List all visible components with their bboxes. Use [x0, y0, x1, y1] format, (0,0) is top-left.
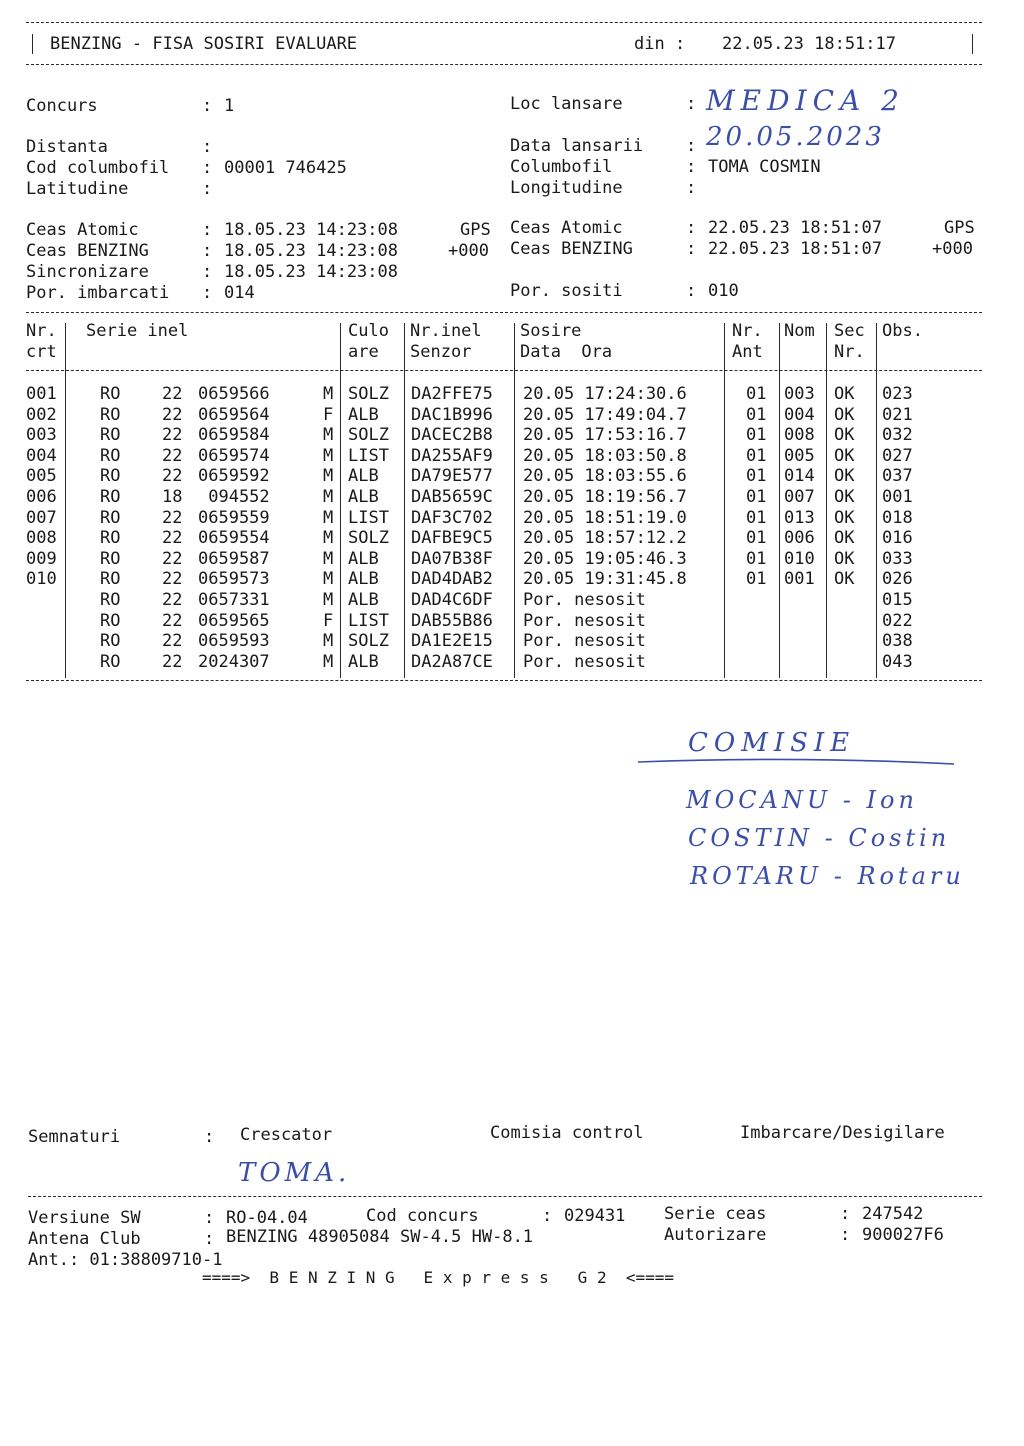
longitudine-label: Longitudine [510, 178, 623, 198]
table-cell-sex: M [323, 631, 334, 652]
table-cell-row-number: 009 [26, 548, 57, 569]
table-header-cell: Obs. [882, 321, 923, 341]
table-cell-ring-country: RO [100, 590, 121, 610]
table-cell-sec-status: OK [834, 466, 855, 487]
table-cell-ring-country: RO [100, 445, 121, 466]
ceas-atomic-start-label: Ceas Atomic [26, 220, 139, 240]
table-cell-sec-status: OK [834, 404, 855, 425]
table-cell-sensor-id: DAB5659C [411, 487, 493, 507]
table-header-cell: Sosire [520, 321, 582, 341]
table-cell-sensor-id: DA255AF9 [411, 445, 493, 466]
table-cell-ring-number: 094552 [198, 487, 270, 507]
por-imbarcati-value: 014 [224, 283, 255, 303]
table-cell-sex: M [323, 590, 334, 610]
table-cell-arrival-time: Por. nesosit [523, 631, 646, 652]
table-cell-row-number: 010 [26, 569, 57, 590]
autorizare-label: Autorizare [664, 1225, 767, 1245]
table-cell-arrival-time: Por. nesosit [523, 651, 646, 672]
table-cell-obs: 021 [882, 404, 913, 425]
table-cell-obs: 038 [882, 631, 913, 652]
table-cell-obs: 001 [882, 487, 913, 507]
ceas-benzing-end-value: 22.05.23 18:51:07 [708, 239, 882, 259]
table-cell-ring-year: 22 [162, 384, 183, 404]
print-datetime: 22.05.23 18:51:17 [722, 34, 896, 54]
crescator-signature: TOMA. [238, 1158, 351, 1188]
table-cell-sex: M [323, 425, 334, 446]
table-header-cell: Serie inel [86, 321, 189, 341]
table-cell-obs: 033 [882, 548, 913, 569]
columbofil-value: TOMA COSMIN [708, 157, 821, 177]
table-cell-ring-number: 0659573 [198, 569, 270, 590]
table-cell-color: SOLZ [348, 528, 389, 549]
table-cell-sex: M [323, 384, 334, 404]
colon: : [542, 1206, 553, 1226]
din-label: din : [634, 34, 686, 54]
table-header-cell: Nr. [26, 321, 57, 341]
table-cell-ring-number: 0659587 [198, 548, 270, 569]
cod-columbofil-value: 00001 746425 [224, 158, 347, 178]
comisie-member-3-handwritten: ROTARU - Rotaru [690, 862, 965, 890]
versiune-sw-label: Versiune SW [28, 1208, 141, 1228]
table-cell-row-number: 002 [26, 404, 57, 425]
antena-club-value: BENZING 48905084 SW-4.5 HW-8.1 [226, 1227, 534, 1247]
colon: : [202, 283, 213, 303]
table-cell-arrival-time: 20.05 18:19:56.7 [523, 487, 687, 507]
concurs-label: Concurs [26, 96, 98, 116]
brand-line: ====> B E N Z I N G E x p r e s s G 2 <==== [202, 1268, 675, 1287]
header-bottom-rule [26, 64, 982, 65]
table-header-cell: Nr. [732, 321, 763, 341]
table-cell-sensor-id: DAFBE9C5 [411, 528, 493, 549]
table-header-cell: are [348, 341, 379, 362]
por-imbarcati-label: Por. imbarcati [26, 283, 170, 303]
table-column-divider [514, 323, 515, 678]
colon: : [686, 218, 697, 238]
table-cell-obs: 027 [882, 445, 913, 466]
table-header-rule [26, 370, 982, 371]
table-header-cell: Culo [348, 321, 389, 341]
colon: : [686, 94, 697, 114]
table-cell-arrival-time: 20.05 18:03:55.6 [523, 466, 687, 487]
table-column-divider [65, 323, 66, 678]
table-cell-color: LIST [348, 610, 389, 631]
table-cell-color: LIST [348, 507, 389, 528]
data-lansarii-label: Data lansarii [510, 136, 644, 156]
data-lansarii-handwritten: 20.05.2023 [706, 122, 885, 152]
table-cell-obs: 043 [882, 651, 913, 672]
colon: : [204, 1229, 215, 1249]
table-cell-sensor-id: DAD4DAB2 [411, 569, 493, 590]
table-cell-ring-year: 18 [162, 487, 183, 507]
table-cell-sensor-id: DACEC2B8 [411, 425, 493, 446]
footer-rule [28, 1196, 982, 1197]
table-cell-obs: 026 [882, 569, 913, 590]
table-cell-ring-country: RO [100, 548, 121, 569]
serie-ceas-label: Serie ceas [664, 1204, 767, 1224]
table-column-divider [404, 323, 405, 678]
ceas-benzing-end-suffix: +000 [932, 239, 973, 259]
colon: : [202, 220, 213, 240]
autorizare-value: 900027F6 [862, 1225, 944, 1245]
ceas-atomic-end-value: 22.05.23 18:51:07 [708, 218, 882, 238]
table-cell-nom: 004 [784, 404, 815, 425]
table-cell-sensor-id: DA1E2E15 [411, 631, 493, 652]
ceas-atomic-end-label: Ceas Atomic [510, 218, 623, 238]
table-cell-arrival-time: 20.05 17:53:16.7 [523, 425, 687, 446]
latitudine-label: Latitudine [26, 179, 129, 199]
table-cell-color: ALB [348, 569, 379, 590]
table-cell-sex: M [323, 466, 334, 487]
sincronizare-label: Sincronizare [26, 262, 149, 282]
table-cell-row-number: 005 [26, 466, 57, 487]
table-cell-sensor-id: DAB55B86 [411, 610, 493, 631]
colon: : [204, 1208, 215, 1228]
header-left-border [32, 34, 33, 54]
table-cell-nom: 014 [784, 466, 815, 487]
table-cell-ring-country: RO [100, 651, 121, 672]
table-cell-ring-number: 0659574 [198, 445, 270, 466]
table-cell-nom: 005 [784, 445, 815, 466]
table-cell-ring-number: 0659565 [198, 610, 270, 631]
table-cell-row-number: 004 [26, 445, 57, 466]
ceas-benzing-start-suffix: +000 [448, 241, 489, 261]
distanta-label: Distanta [26, 137, 108, 157]
table-cell-color: ALB [348, 404, 379, 425]
colon: : [686, 157, 697, 177]
colon: : [202, 96, 213, 116]
antena-club-label: Antena Club [28, 1229, 141, 1249]
table-cell-row-number: 007 [26, 507, 57, 528]
cod-concurs-label: Cod concurs [366, 1206, 479, 1226]
ceas-benzing-start-label: Ceas BENZING [26, 241, 149, 261]
table-cell-nom: 008 [784, 425, 815, 446]
table-cell-ring-country: RO [100, 425, 121, 446]
table-cell-ring-year: 22 [162, 590, 183, 610]
table-cell-antenna: 01 [746, 569, 767, 590]
table-cell-arrival-time: 20.05 19:05:46.3 [523, 548, 687, 569]
table-cell-color: ALB [348, 590, 379, 610]
table-cell-nom: 006 [784, 528, 815, 549]
table-cell-arrival-time: 20.05 18:51:19.0 [523, 507, 687, 528]
table-cell-arrival-time: 20.05 17:24:30.6 [523, 384, 687, 404]
table-cell-sex: M [323, 528, 334, 549]
table-cell-antenna: 01 [746, 466, 767, 487]
table-cell-color: LIST [348, 445, 389, 466]
colon: : [202, 241, 213, 261]
table-cell-color: ALB [348, 487, 379, 507]
cod-columbofil-label: Cod columbofil [26, 158, 170, 178]
table-cell-sex: M [323, 445, 334, 466]
table-cell-ring-number: 0659559 [198, 507, 270, 528]
table-cell-ring-year: 22 [162, 528, 183, 549]
table-cell-sensor-id: DA79E577 [411, 466, 493, 487]
table-cell-obs: 016 [882, 528, 913, 549]
table-cell-arrival-time: 20.05 17:49:04.7 [523, 404, 687, 425]
table-cell-ring-country: RO [100, 569, 121, 590]
por-sositi-label: Por. sositi [510, 281, 623, 301]
table-cell-sensor-id: DA2A87CE [411, 651, 493, 672]
table-cell-ring-number: 0659564 [198, 404, 270, 425]
table-cell-antenna: 01 [746, 487, 767, 507]
table-column-divider [779, 323, 780, 678]
table-cell-color: ALB [348, 651, 379, 672]
table-cell-sec-status: OK [834, 425, 855, 446]
table-header-cell: Nr. [834, 341, 865, 362]
table-top-rule [26, 312, 982, 313]
columbofil-label: Columbofil [510, 157, 613, 177]
table-cell-arrival-time: 20.05 19:31:45.8 [523, 569, 687, 590]
table-cell-color: ALB [348, 466, 379, 487]
table-header-cell: Nom [784, 321, 815, 341]
table-cell-ring-year: 22 [162, 610, 183, 631]
table-column-divider [876, 323, 877, 678]
colon: : [202, 137, 213, 157]
sincronizare-value: 18.05.23 14:23:08 [224, 262, 398, 282]
colon: : [686, 136, 697, 156]
table-cell-ring-number: 0659593 [198, 631, 270, 652]
table-cell-sex: M [323, 548, 334, 569]
table-cell-sex: F [323, 404, 334, 425]
table-column-divider [724, 323, 725, 678]
table-cell-nom: 013 [784, 507, 815, 528]
comisie-member-2-handwritten: COSTIN - Costin [688, 824, 951, 852]
table-cell-sensor-id: DA07B38F [411, 548, 493, 569]
table-cell-antenna: 01 [746, 507, 767, 528]
table-header-cell: Senzor [410, 341, 472, 362]
semnaturi-label: Semnaturi [28, 1127, 121, 1147]
table-cell-sec-status: OK [834, 445, 855, 466]
ceas-benzing-start-value: 18.05.23 14:23:08 [224, 241, 398, 261]
table-header-cell: Nr.inel [410, 321, 482, 341]
crescator-label: Crescator [240, 1125, 333, 1145]
table-cell-row-number: 006 [26, 487, 57, 507]
table-cell-ring-year: 22 [162, 548, 183, 569]
table-cell-ring-number: 0659592 [198, 466, 270, 487]
versiune-sw-value: RO-04.04 [226, 1208, 308, 1228]
ant-line: Ant.: 01:38809710-1 [28, 1250, 223, 1270]
table-cell-nom: 001 [784, 569, 815, 590]
table-cell-ring-country: RO [100, 528, 121, 549]
table-cell-antenna: 01 [746, 445, 767, 466]
table-cell-obs: 022 [882, 610, 913, 631]
ceas-atomic-start-suffix: GPS [460, 220, 491, 240]
table-cell-obs: 023 [882, 384, 913, 404]
table-cell-ring-number: 0659584 [198, 425, 270, 446]
table-cell-arrival-time: 20.05 18:57:12.2 [523, 528, 687, 549]
concurs-value: 1 [224, 96, 235, 116]
loc-lansare-handwritten: MEDICA 2 [706, 84, 905, 117]
comisie-member-1-handwritten: MOCANU - Ion [686, 786, 918, 814]
table-bottom-rule [26, 680, 982, 681]
table-cell-ring-number: 2024307 [198, 651, 270, 672]
table-cell-sec-status: OK [834, 384, 855, 404]
ceas-atomic-end-suffix: GPS [944, 218, 975, 238]
table-cell-color: SOLZ [348, 631, 389, 652]
header-right-border [972, 34, 973, 54]
table-cell-ring-country: RO [100, 466, 121, 487]
table-cell-color: ALB [348, 548, 379, 569]
table-cell-nom: 010 [784, 548, 815, 569]
table-cell-ring-year: 22 [162, 651, 183, 672]
table-cell-antenna: 01 [746, 384, 767, 404]
table-cell-sex: M [323, 651, 334, 672]
colon: : [686, 281, 697, 301]
table-cell-sensor-id: DAD4C6DF [411, 590, 493, 610]
table-cell-sensor-id: DA2FFE75 [411, 384, 493, 404]
table-cell-row-number: 008 [26, 528, 57, 549]
table-header-cell: crt [26, 341, 57, 362]
ceas-atomic-start-value: 18.05.23 14:23:08 [224, 220, 398, 240]
table-cell-row-number: 001 [26, 384, 57, 404]
table-cell-sex: M [323, 569, 334, 590]
table-cell-obs: 032 [882, 425, 913, 446]
table-cell-obs: 018 [882, 507, 913, 528]
table-cell-obs: 037 [882, 466, 913, 487]
table-cell-color: SOLZ [348, 384, 389, 404]
document-title: BENZING - FISA SOSIRI EVALUARE [50, 34, 358, 54]
table-cell-ring-year: 22 [162, 631, 183, 652]
table-cell-ring-number: 0659566 [198, 384, 270, 404]
table-cell-obs: 015 [882, 590, 913, 610]
table-cell-ring-year: 22 [162, 507, 183, 528]
table-cell-sensor-id: DAC1B996 [411, 404, 493, 425]
table-cell-nom: 007 [784, 487, 815, 507]
table-cell-antenna: 01 [746, 425, 767, 446]
table-cell-sex: M [323, 507, 334, 528]
loc-lansare-label: Loc lansare [510, 94, 623, 114]
table-cell-arrival-time: Por. nesosit [523, 610, 646, 631]
table-header-cell: Data Ora [520, 341, 613, 362]
table-cell-antenna: 01 [746, 404, 767, 425]
table-cell-sec-status: OK [834, 507, 855, 528]
colon: : [840, 1204, 851, 1224]
colon: : [204, 1127, 215, 1147]
colon: : [686, 239, 697, 259]
comisie-title-handwritten: COMISIE [688, 728, 856, 758]
colon: : [202, 158, 213, 178]
table-column-divider [826, 323, 827, 678]
serie-ceas-value: 247542 [862, 1204, 924, 1224]
table-cell-row-number: 003 [26, 425, 57, 446]
table-cell-ring-country: RO [100, 631, 121, 652]
table-cell-sec-status: OK [834, 528, 855, 549]
table-cell-sensor-id: DAF3C702 [411, 507, 493, 528]
table-cell-sex: M [323, 487, 334, 507]
table-cell-sex: F [323, 610, 334, 631]
table-cell-ring-number: 0657331 [198, 590, 270, 610]
table-cell-ring-country: RO [100, 384, 121, 404]
table-cell-arrival-time: 20.05 18:03:50.8 [523, 445, 687, 466]
table-cell-ring-year: 22 [162, 466, 183, 487]
table-cell-ring-country: RO [100, 507, 121, 528]
table-cell-ring-year: 22 [162, 569, 183, 590]
table-cell-antenna: 01 [746, 548, 767, 569]
comisie-underline [636, 754, 956, 768]
por-sositi-value: 010 [708, 281, 739, 301]
table-column-divider [340, 323, 341, 678]
table-cell-ring-year: 22 [162, 425, 183, 446]
table-cell-ring-year: 22 [162, 445, 183, 466]
imbarcare-label: Imbarcare/Desigilare [740, 1123, 945, 1143]
table-header-cell: Ant [732, 341, 763, 362]
table-cell-sec-status: OK [834, 548, 855, 569]
colon: : [202, 179, 213, 199]
table-cell-arrival-time: Por. nesosit [523, 590, 646, 610]
table-cell-ring-country: RO [100, 487, 121, 507]
colon: : [202, 262, 213, 282]
table-header-cell: Sec [834, 321, 865, 341]
table-cell-ring-country: RO [100, 404, 121, 425]
table-cell-ring-country: RO [100, 610, 121, 631]
colon: : [840, 1225, 851, 1245]
table-cell-antenna: 01 [746, 528, 767, 549]
header-top-rule [26, 22, 982, 23]
comisia-control-label: Comisia control [490, 1123, 644, 1143]
table-cell-ring-number: 0659554 [198, 528, 270, 549]
table-cell-ring-year: 22 [162, 404, 183, 425]
cod-concurs-value: 029431 [564, 1206, 626, 1226]
table-cell-nom: 003 [784, 384, 815, 404]
ceas-benzing-end-label: Ceas BENZING [510, 239, 633, 259]
table-cell-color: SOLZ [348, 425, 389, 446]
colon: : [686, 178, 697, 198]
table-cell-sec-status: OK [834, 487, 855, 507]
table-cell-sec-status: OK [834, 569, 855, 590]
